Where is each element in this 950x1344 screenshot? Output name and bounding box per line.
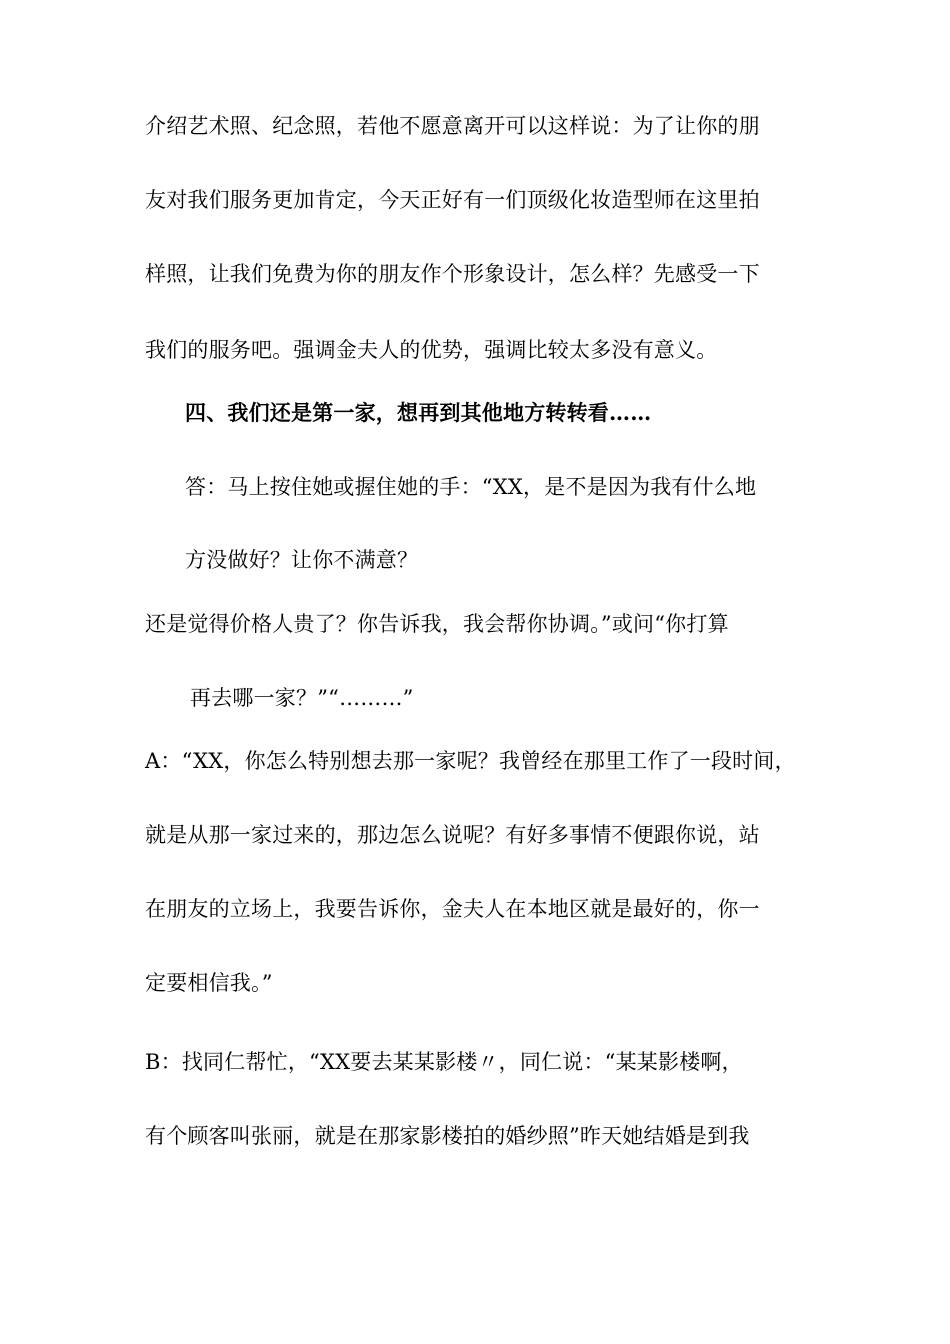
paragraph-line: 介绍艺术照、纪念照，若他不愿意离开可以这样说：为了让你的朋 — [145, 114, 760, 138]
paragraph-line: 再去哪一家？”“………” — [190, 686, 414, 710]
paragraph-line: 有个顾客叫张丽，就是在那家影楼拍的婚纱照”昨天她结婚是到我 — [145, 1124, 750, 1148]
answer-line: 方没做好？让你不满意？ — [185, 548, 419, 572]
answer-line: 答：马上按住她或握住她的手：“XX，是不是因为我有什么地 — [185, 475, 757, 499]
paragraph-line: 我们的服务吧。强调金夫人的优势，强调比较太多没有意义。 — [145, 338, 718, 362]
paragraph-line: 在朋友的立场上，我要告诉你，金夫人在本地区就是最好的，你一 — [145, 897, 760, 921]
paragraph-line: 样照，让我们免费为你的朋友作个形象设计，怎么样？先感受一下 — [145, 262, 760, 286]
paragraph-line: 友对我们服务更加肯定，今天正好有一们顶级化妆造型师在这里拍 — [145, 188, 760, 212]
paragraph-line: 就是从那一家过来的，那边怎么说呢？有好多事情不便跟你说，站 — [145, 823, 760, 847]
option-b-line: B：找同仁帮忙，“XX要去某某影楼〃，同仁说：“某某影楼啊， — [145, 1050, 743, 1074]
option-a-line: A：“XX，你怎么特别想去那一家呢？我曾经在那里工作了一段时间， — [145, 749, 796, 773]
paragraph-line: 还是觉得价格人贵了？你告诉我，我会帮你协调。”或问“你打算 — [145, 612, 729, 636]
section-heading: 四、我们还是第一家，想再到其他地方转转看…… — [185, 400, 652, 425]
paragraph-line: 定要相信我。” — [145, 971, 273, 995]
